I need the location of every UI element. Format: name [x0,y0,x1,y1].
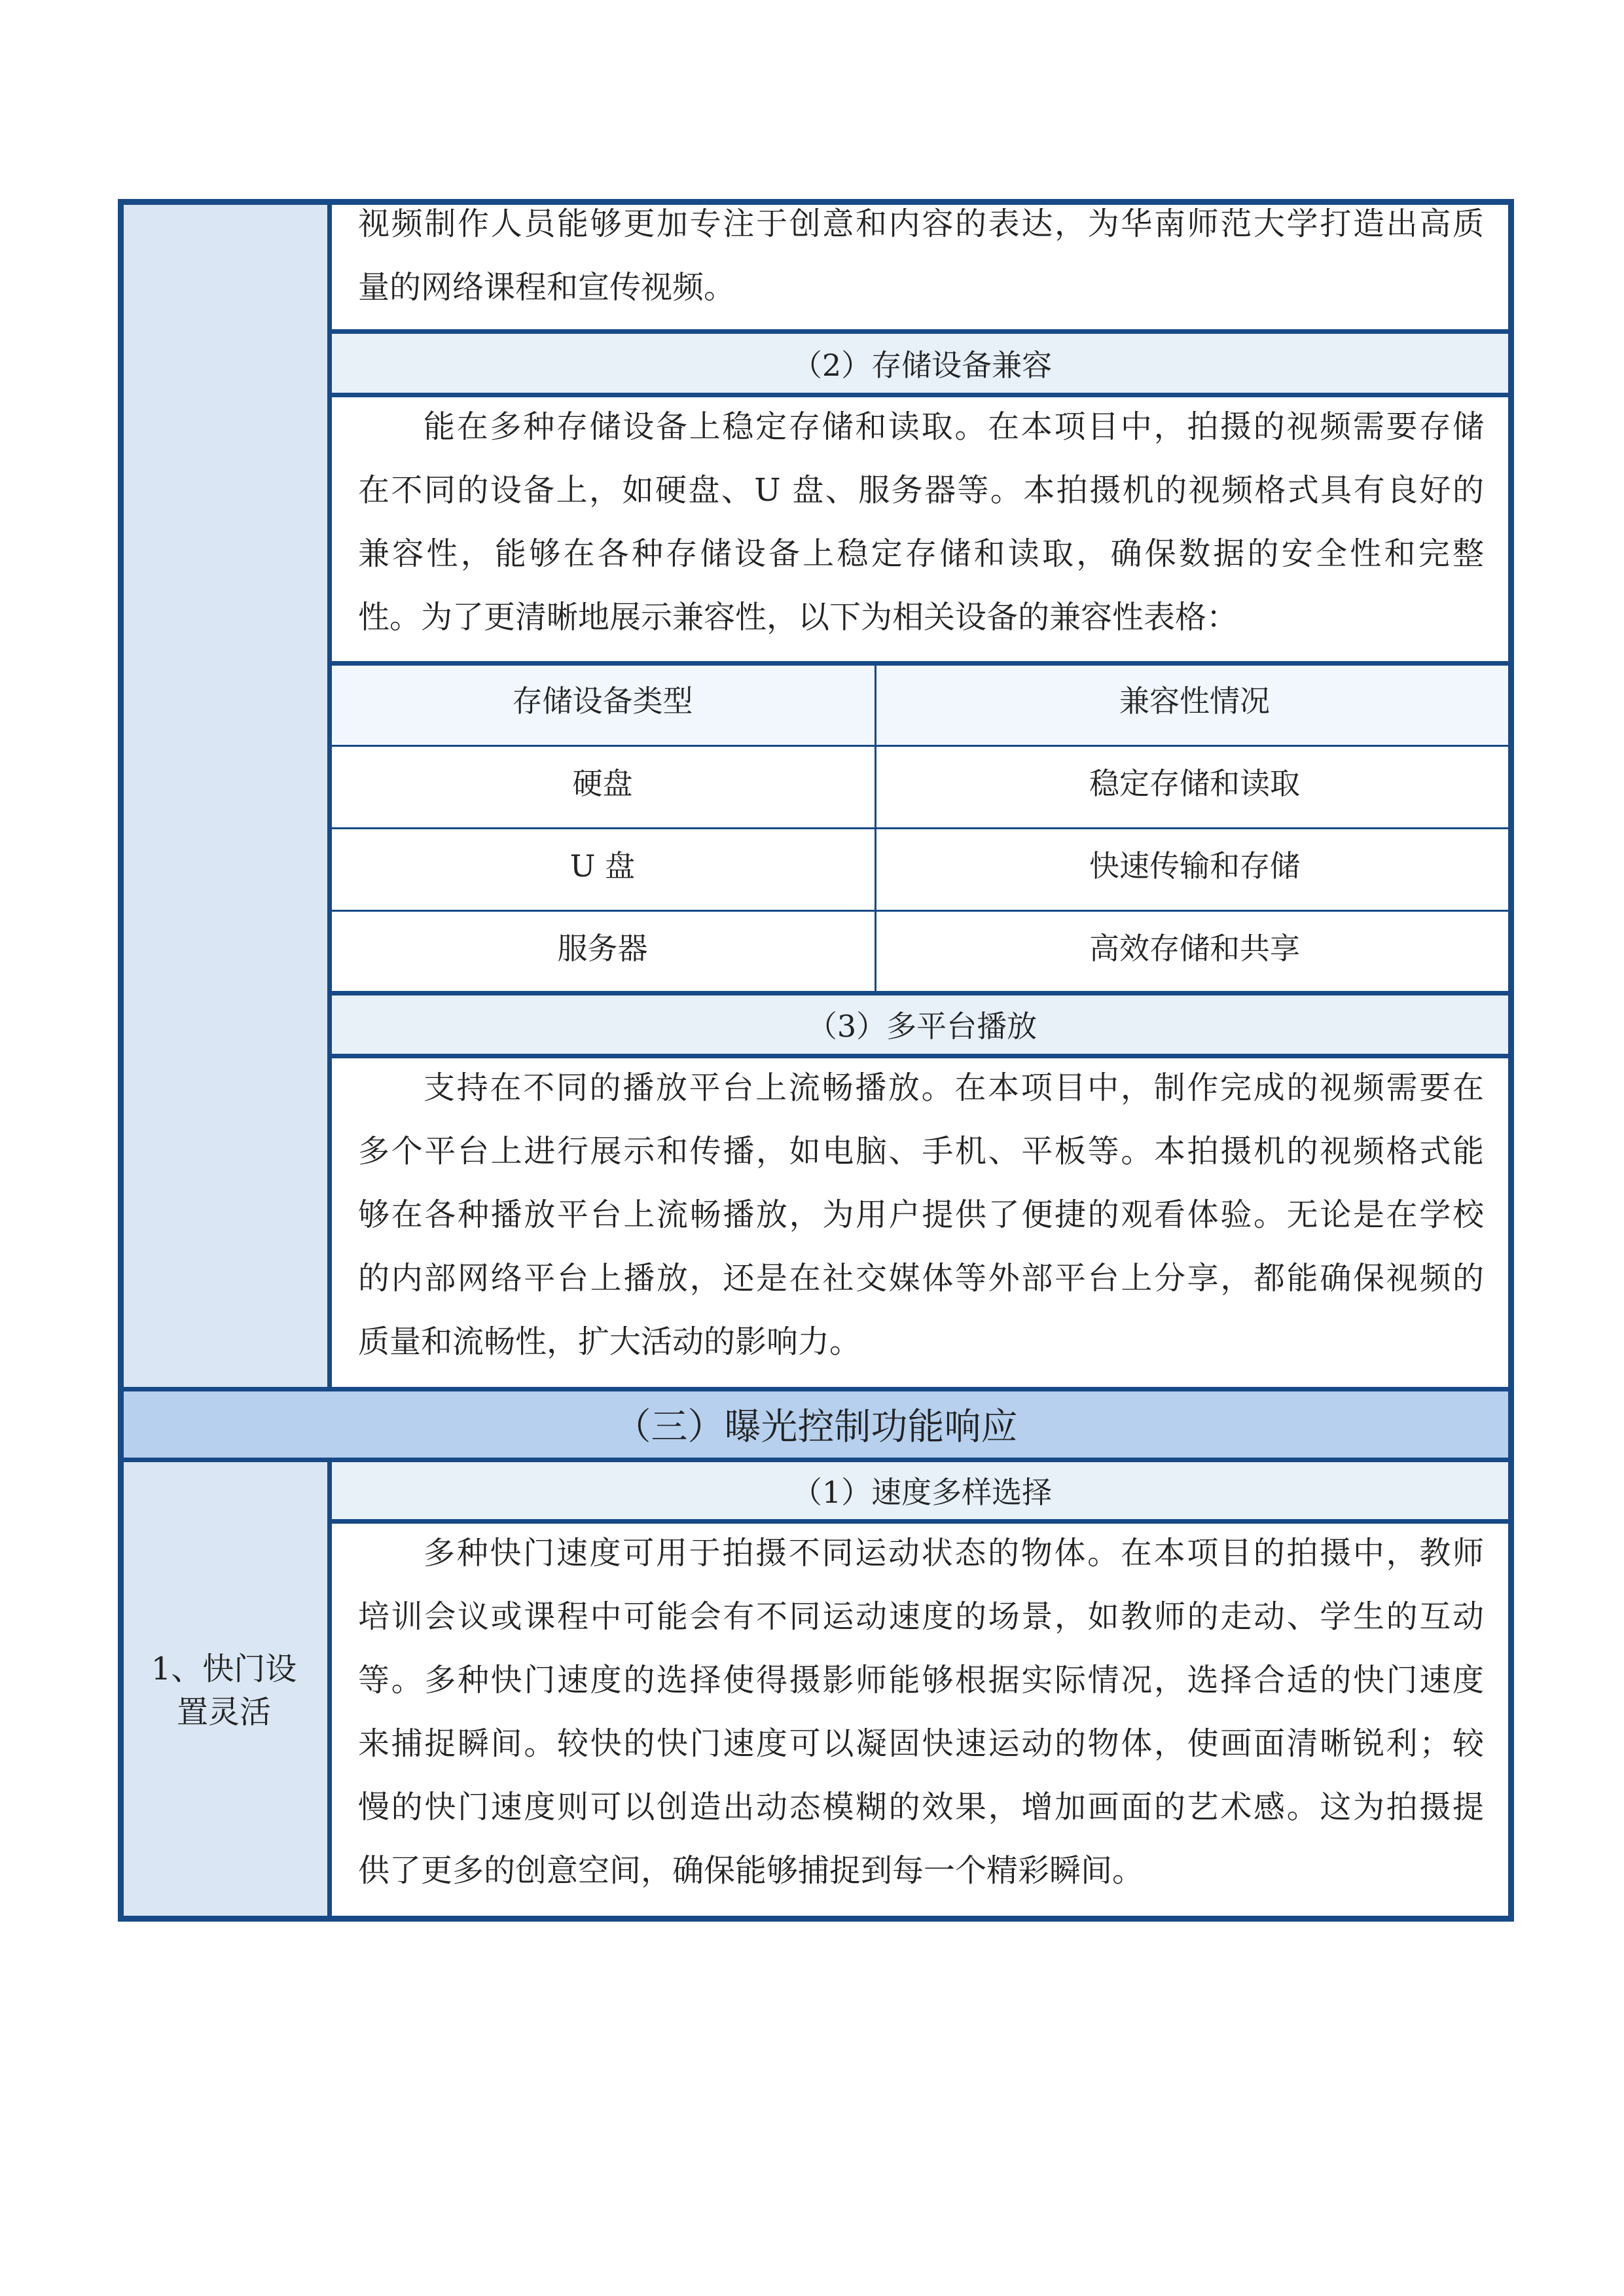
section-heading-text: （三）曝光控制功能响应 [614,1406,1018,1448]
table-cell [330,745,875,828]
table-header-text: 存储设备类型 [512,683,693,719]
table-divider [330,745,1514,747]
table-divider [118,1387,1514,1391]
table-cell-text: 高效存储和共享 [1089,931,1300,966]
table-divider [330,910,1514,912]
paragraph-line: 够在各种播放平台上流畅播放，为用户提供了便捷的观看体验。无论是在学校 [358,1196,1484,1233]
table-cell [875,745,1514,828]
table-divider [330,1054,1514,1058]
item-label-line: 1、快门设 [151,1651,297,1687]
table-cell [875,828,1514,910]
item-label-line: 置灵活 [176,1694,271,1731]
table-cell-text: 服务器 [557,931,648,966]
table-cell [330,828,875,910]
item-label-shutter [118,1460,330,1922]
table-divider [327,199,332,1389]
table-divider [330,991,1514,996]
paragraph-line: 多种快门速度可用于拍摄不同运动状态的物体。在本项目的拍摄中，教师 [424,1535,1484,1571]
table-divider [330,661,1514,666]
table-divider [330,329,1514,334]
table-divider [327,1460,332,1922]
speed-paragraph [358,1522,1484,1903]
paragraph-line: 在不同的设备上，如硬盘、U 盘、服务器等。本拍摄机的视频格式具有良好的 [358,472,1484,509]
paragraph-line: 培训会议或课程中可能会有不同运动速度的场景，如教师的走动、学生的互动 [358,1598,1484,1635]
subheading-playback [330,993,1514,1056]
table-cell-text: 硬盘 [572,766,633,801]
table-header-device-type [330,663,875,745]
paragraph-line: 量的网络课程和宣传视频。 [358,269,736,306]
paragraph-line: 等。多种快门速度的选择使得摄影师能够根据实际情况，选择合适的快门速度 [358,1662,1484,1698]
table-cell-text: 快速传输和存储 [1089,848,1300,884]
table-divider [330,393,1514,397]
section-heading-exposure [118,1389,1514,1460]
paragraph-line: 视频制作人员能够更加专注于创意和内容的表达，为华南师范大学打造出高质 [358,206,1484,242]
table-divider [330,827,1514,829]
paragraph-line: 支持在不同的播放平台上流畅播放。在本项目中，制作完成的视频需要在 [424,1069,1484,1106]
table-header-compatibility [875,663,1514,745]
paragraph-line: 性。为了更清晰地展示兼容性，以下为相关设备的兼容性表格： [358,599,1238,636]
subheading-speed [330,1460,1514,1521]
paragraph-line: 供了更多的创意空间，确保能够捕捉到每一个精彩瞬间。 [358,1852,1144,1889]
paragraph-line: 的内部网络平台上播放，还是在社交媒体等外部平台上分享，都能确保视频的 [358,1260,1484,1297]
paragraph-line: 慢的快门速度则可以创造出动态模糊的效果，增加画面的艺术感。这为拍摄提 [358,1789,1484,1825]
subheading-text: （1）速度多样选择 [791,1475,1053,1510]
subheading-text: （2）存储设备兼容 [791,347,1053,383]
paragraph-line: 来捕捉瞬间。较快的快门速度可以凝固快速运动的物体，使画面清晰锐利；较 [358,1725,1484,1762]
subheading-text: （3）多平台播放 [806,1009,1038,1044]
intro-paragraph-text [358,192,1484,319]
table-divider [330,1519,1514,1524]
paragraph-line: 质量和流畅性，扩大活动的影响力。 [358,1323,861,1360]
paragraph-line: 多个平台上进行展示和传播，如电脑、手机、平板等。本拍摄机的视频格式能 [358,1133,1484,1170]
table-cell [330,910,875,993]
playback-paragraph [358,1056,1484,1374]
table-cell-text: 稳定存储和读取 [1089,766,1300,801]
subheading-storage [330,331,1514,395]
table-cell [875,910,1514,993]
left-column-cell [118,199,330,1389]
paragraph-line: 能在多种存储设备上稳定存储和读取。在本项目中，拍摄的视频需要存储 [424,408,1484,445]
storage-paragraph [358,395,1484,649]
table-cell-text: U 盘 [569,848,636,884]
table-divider [118,1458,1514,1462]
paragraph-line: 兼容性，能够在各种存储设备上稳定存储和读取，确保数据的安全性和完整 [358,535,1484,572]
table-header-text: 兼容性情况 [1119,683,1270,719]
